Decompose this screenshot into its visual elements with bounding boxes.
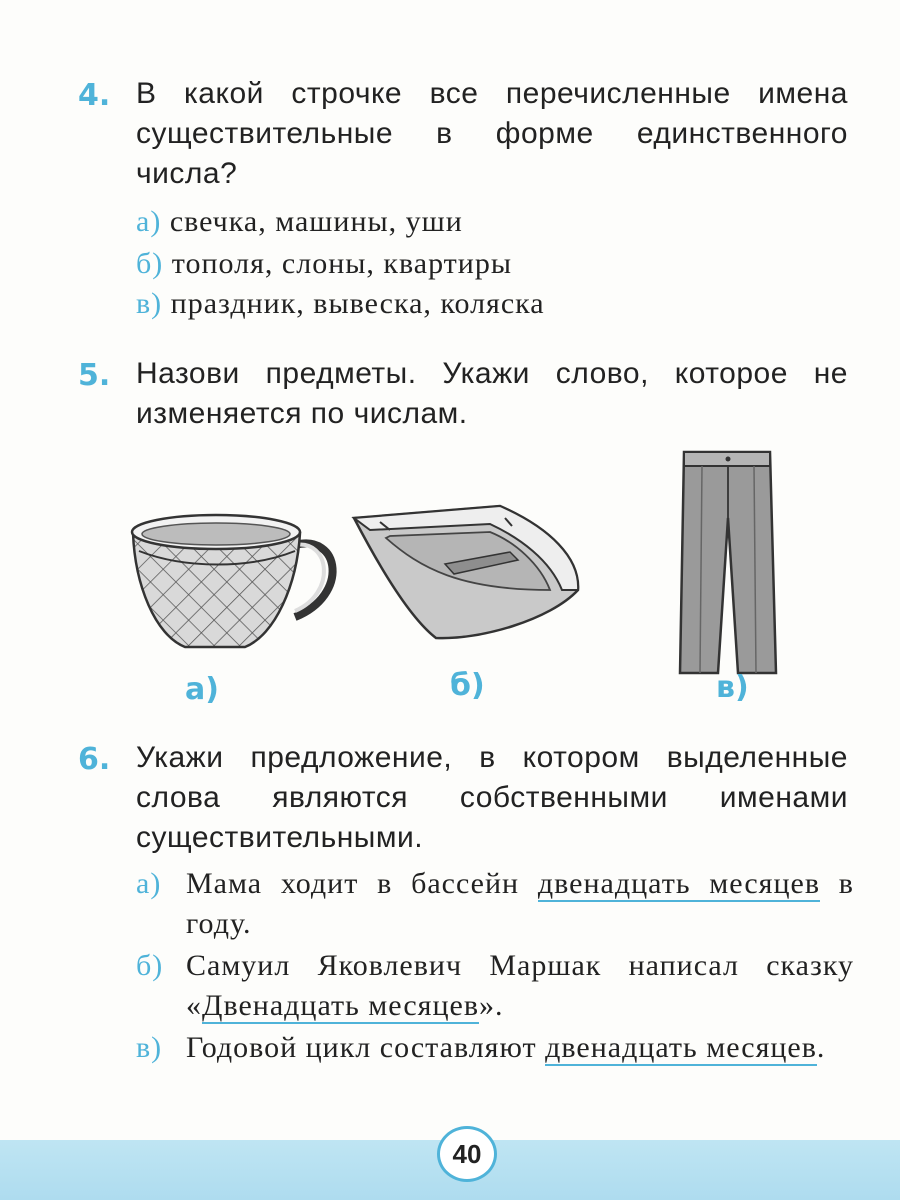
picture-label-c: в) — [716, 670, 749, 705]
task-6-option-a[interactable] — [136, 864, 856, 948]
task-4-number: 4. — [78, 78, 111, 113]
highlighted-words: Двенадцать месяцев — [202, 989, 479, 1022]
task-6-option-b[interactable] — [136, 946, 856, 1030]
task-4-option-c[interactable] — [136, 284, 545, 324]
task-5-question: Назови предметы. Укажи слово, которое не изменяется по числам. — [136, 357, 848, 430]
option-text: Годовой цикл составляют двенадцать месяцев. — [186, 1031, 826, 1064]
highlighted-words: двенадцать месяцев — [545, 1031, 817, 1064]
option-label: в) — [136, 287, 163, 320]
task-4-option-b[interactable] — [136, 244, 512, 284]
task-4-option-a[interactable] — [136, 202, 463, 242]
option-text: праздник, вывеска, коляска — [170, 287, 545, 320]
task-4-question: В какой строчке все перечисленные имена существительные в форме единственного числа? — [136, 77, 848, 190]
boat-icon[interactable] — [350, 498, 585, 648]
picture-label-a: а) — [185, 672, 219, 707]
option-text: тополя, слоны, квартиры — [171, 247, 512, 280]
option-text: свечка, машины, уши — [169, 205, 463, 238]
page-number: 40 — [437, 1126, 497, 1182]
option-label: б) — [136, 949, 164, 982]
option-label: а) — [136, 867, 162, 900]
task-6-number: 6. — [78, 742, 111, 777]
task-6-question: Укажи предложение, в котором выделенные слова являются собственными именами существительными. — [136, 741, 848, 854]
option-text: Мама ходит в бассейн двенадцать месяцев в году. — [186, 867, 854, 940]
option-label: б) — [136, 247, 164, 280]
cup-icon[interactable] — [125, 505, 340, 655]
option-text: Самуил Яковлевич Маршак написал сказку «Двенадцать месяцев». — [186, 949, 854, 1022]
task-6-option-c[interactable] — [136, 1028, 856, 1112]
option-label: а) — [136, 205, 162, 238]
option-label: в) — [136, 1031, 163, 1064]
task-5-number: 5. — [78, 358, 111, 393]
picture-label-b: б) — [450, 668, 485, 703]
highlighted-words: двенадцать месяцев — [537, 867, 820, 900]
trousers-icon[interactable] — [678, 448, 778, 678]
